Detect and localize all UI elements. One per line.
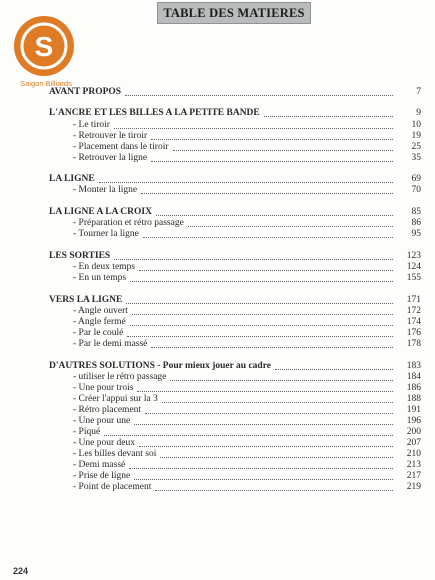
toc-entry xyxy=(0,272,435,284)
dot-leader xyxy=(173,150,394,151)
dot-leader xyxy=(160,457,393,458)
dot-leader xyxy=(151,161,393,162)
toc-label: - Par le coulé xyxy=(73,328,124,338)
toc-page-number: 186 xyxy=(406,383,421,393)
dot-leader xyxy=(129,468,393,469)
toc-label: D'AUTRES SOLUTIONS - Pour mieux jouer au cadre xyxy=(49,361,271,371)
toc-label: - Préparation et rétro passage xyxy=(73,218,184,228)
toc-page-number: 85 xyxy=(411,207,421,217)
logo-caption: Saigon Billiards xyxy=(20,79,72,88)
toc-entry xyxy=(0,338,435,350)
dot-leader xyxy=(132,314,393,315)
toc-label: AVANT PROPOS xyxy=(49,87,122,97)
toc-label: - Retrouver la ligne xyxy=(73,153,148,163)
toc-label: - En deux temps xyxy=(73,262,136,272)
dot-leader xyxy=(104,435,393,436)
dot-leader xyxy=(139,270,393,271)
toc-page-number: 210 xyxy=(406,449,421,459)
toc-label: L'ANCRE ET LES BILLES A LA PETITE BANDE xyxy=(49,108,260,118)
toc-page-number: 35 xyxy=(411,153,421,163)
dot-leader xyxy=(134,479,393,480)
dot-leader xyxy=(151,139,393,140)
toc-page-number: 213 xyxy=(406,460,421,470)
toc-page-number: 219 xyxy=(406,482,421,492)
dot-leader xyxy=(145,413,393,414)
dot-leader xyxy=(125,95,393,96)
toc-label: - Point de placement xyxy=(73,482,152,492)
dot-leader xyxy=(170,380,393,381)
toc-page-number: 174 xyxy=(406,317,421,327)
toc-label: - Une pour deux xyxy=(73,438,135,448)
toc-label: VERS LA LIGNE xyxy=(49,295,123,305)
toc-section xyxy=(0,107,435,119)
dot-leader xyxy=(162,402,393,403)
toc-page-number: 184 xyxy=(406,372,421,382)
toc-page-number: 196 xyxy=(406,416,421,426)
toc-page-number: 178 xyxy=(406,339,421,349)
toc-page-number: 69 xyxy=(411,174,421,184)
toc-label: - En un temps xyxy=(73,273,127,283)
dot-leader xyxy=(114,259,393,260)
toc-page-number: 123 xyxy=(406,251,421,261)
toc-label: - Piqué xyxy=(73,427,101,437)
toc-label: LES SORTIES xyxy=(49,251,111,261)
toc-page-number: 19 xyxy=(411,131,421,141)
dot-leader xyxy=(126,303,393,304)
dot-leader xyxy=(130,281,393,282)
toc-page-number: 176 xyxy=(406,328,421,338)
toc-label: - Demi massé xyxy=(73,460,126,470)
toc-page-number: 25 xyxy=(411,142,421,152)
toc-page-number: 155 xyxy=(406,273,421,283)
toc-label: - utiliser le rétro passage xyxy=(73,372,167,382)
toc-entry xyxy=(0,481,435,493)
toc-entry xyxy=(0,228,435,240)
toc-label: - Le tiroir xyxy=(73,120,110,130)
toc-page-number: 70 xyxy=(411,185,421,195)
toc-page-number: 124 xyxy=(406,262,421,272)
dot-leader xyxy=(151,347,393,348)
toc-label: - Une pour trois xyxy=(73,383,134,393)
toc-label: - Retrouver le tiroir xyxy=(73,131,148,141)
toc-page-number: 183 xyxy=(406,361,421,371)
dot-leader xyxy=(188,226,393,227)
toc-label: - Prise de ligne xyxy=(73,471,131,481)
dot-leader xyxy=(275,369,393,370)
toc-label: - Par le demi massé xyxy=(73,339,148,349)
dot-leader xyxy=(264,116,393,117)
dot-leader xyxy=(143,237,393,238)
toc-label: - Les billes devant soi xyxy=(73,449,157,459)
toc-page-number: 188 xyxy=(406,394,421,404)
toc-label: - Monter la ligne xyxy=(73,185,138,195)
toc-label: LA LIGNE xyxy=(49,174,95,184)
toc-entry xyxy=(0,184,435,196)
toc-page-number: 171 xyxy=(406,295,421,305)
toc-label: LA LIGNE A LA CROIX xyxy=(49,207,152,217)
toc-label: - Angle ouvert xyxy=(73,306,128,316)
toc-page-number: 200 xyxy=(406,427,421,437)
toc-entry xyxy=(0,152,435,164)
dot-leader xyxy=(130,325,393,326)
logo-letter: S xyxy=(34,31,54,62)
dot-leader xyxy=(137,391,393,392)
toc-page-number: 172 xyxy=(406,306,421,316)
toc-label: - Une pour une xyxy=(73,416,131,426)
page-title-text: TABLE DES MATIERES xyxy=(163,5,305,20)
dot-leader xyxy=(114,128,393,129)
dot-leader xyxy=(156,215,393,216)
toc-page-number: 207 xyxy=(406,438,421,448)
toc-page-number: 191 xyxy=(406,405,421,415)
toc-page-number: 10 xyxy=(411,120,421,130)
toc-section xyxy=(0,86,435,98)
toc-page-number: 95 xyxy=(411,229,421,239)
toc-label: - Angle fermé xyxy=(73,317,126,327)
toc-page-number: 7 xyxy=(416,87,421,97)
toc-page-number: 217 xyxy=(406,471,421,481)
dot-leader xyxy=(134,424,393,425)
toc-label: - Rétro placement xyxy=(73,405,142,415)
dot-leader xyxy=(99,182,393,183)
page-number: 224 xyxy=(13,566,29,576)
toc-page-number: 86 xyxy=(411,218,421,228)
toc-label: - Tourner la ligne xyxy=(73,229,139,239)
toc-label: - Créer l'appui sur la 3 xyxy=(73,394,158,404)
dot-leader xyxy=(141,193,393,194)
dot-leader xyxy=(155,490,393,491)
dot-leader xyxy=(139,446,393,447)
toc-label: - Placement dans le tiroir xyxy=(73,142,169,152)
toc-page-number: 9 xyxy=(416,108,421,118)
dot-leader xyxy=(127,336,393,337)
